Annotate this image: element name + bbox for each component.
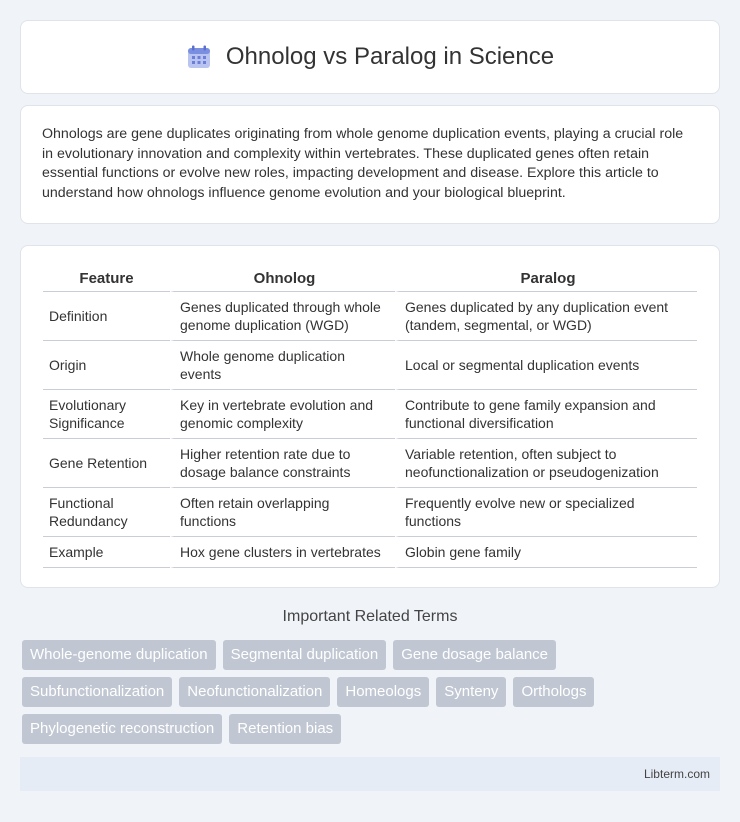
page-title: Ohnolog vs Paralog in Science bbox=[225, 43, 555, 70]
comparison-table-card bbox=[20, 245, 720, 588]
table-row bbox=[43, 390, 697, 439]
header-ohnolog: Ohnolog bbox=[170, 266, 395, 292]
table-header-row bbox=[43, 266, 697, 292]
cell-paralog: Frequently evolve new or specialized functions bbox=[395, 488, 697, 537]
tag-whole-genome-duplication[interactable]: Whole-genome duplication bbox=[22, 640, 216, 670]
cell-paralog: Local or segmental duplication events bbox=[395, 341, 697, 390]
calendar-grid-icon bbox=[186, 44, 212, 70]
header-paralog: Paralog bbox=[395, 266, 697, 292]
cell-ohnolog: Genes duplicated through whole genome duplication (WGD) bbox=[170, 292, 395, 341]
tag-retention-bias[interactable]: Retention bias bbox=[229, 714, 341, 744]
cell-ohnolog: Whole genome duplication events bbox=[170, 341, 395, 390]
footer-site-link[interactable]: Libterm.com bbox=[643, 767, 710, 781]
table-row bbox=[43, 537, 697, 568]
tag-gene-dosage-balance[interactable]: Gene dosage balance bbox=[393, 640, 556, 670]
cell-ohnolog: Higher retention rate due to dosage balance constraints bbox=[170, 439, 395, 488]
tag-synteny[interactable]: Synteny bbox=[436, 677, 506, 707]
cell-feature: Functional Redundancy bbox=[43, 488, 170, 537]
cell-paralog: Contribute to gene family expansion and functional diversification bbox=[395, 390, 697, 439]
cell-paralog: Variable retention, often subject to neofunctionalization or pseudogenization bbox=[395, 439, 697, 488]
intro-paragraph: Ohnologs are gene duplicates originating from whole genome duplication events, playing a crucial role in evolutionary innovation and complexity within vertebrates. These duplicated genes often retain essential functions or evolve new roles, impacting development and disease. Explore this article to understand how ohnologs influence genome evolution and your biological blueprint. bbox=[42, 126, 684, 201]
related-terms-tags bbox=[22, 640, 722, 751]
cell-feature: Example bbox=[43, 537, 170, 568]
tag-subfunctionalization[interactable]: Subfunctionalization bbox=[22, 677, 172, 707]
tag-homeologs[interactable]: Homeologs bbox=[337, 677, 429, 707]
footer bbox=[20, 757, 720, 791]
cell-ohnolog: Often retain overlapping functions bbox=[170, 488, 395, 537]
header-card bbox=[20, 20, 720, 94]
header-feature: Feature bbox=[43, 266, 170, 292]
related-terms-title: Important Related Terms bbox=[282, 608, 458, 625]
tag-segmental-duplication[interactable]: Segmental duplication bbox=[223, 640, 387, 670]
table-row bbox=[43, 292, 697, 341]
table-row bbox=[43, 439, 697, 488]
tag-row bbox=[22, 677, 722, 707]
tag-row bbox=[22, 714, 722, 744]
cell-feature: Evolutionary Significance bbox=[43, 390, 170, 439]
cell-paralog: Genes duplicated by any duplication event (tandem, segmental, or WGD) bbox=[395, 292, 697, 341]
cell-feature: Origin bbox=[43, 341, 170, 390]
cell-ohnolog: Hox gene clusters in vertebrates bbox=[170, 537, 395, 568]
tag-orthologs[interactable]: Orthologs bbox=[513, 677, 594, 707]
cell-feature: Definition bbox=[43, 292, 170, 341]
table-row bbox=[43, 488, 697, 537]
intro-card bbox=[20, 105, 720, 224]
table-row bbox=[43, 341, 697, 390]
tag-row bbox=[22, 640, 722, 670]
comparison-table bbox=[43, 266, 697, 568]
cell-ohnolog: Key in vertebrate evolution and genomic complexity bbox=[170, 390, 395, 439]
cell-feature: Gene Retention bbox=[43, 439, 170, 488]
cell-paralog: Globin gene family bbox=[395, 537, 697, 568]
tag-neofunctionalization[interactable]: Neofunctionalization bbox=[179, 677, 330, 707]
tag-phylogenetic-reconstruction[interactable]: Phylogenetic reconstruction bbox=[22, 714, 222, 744]
